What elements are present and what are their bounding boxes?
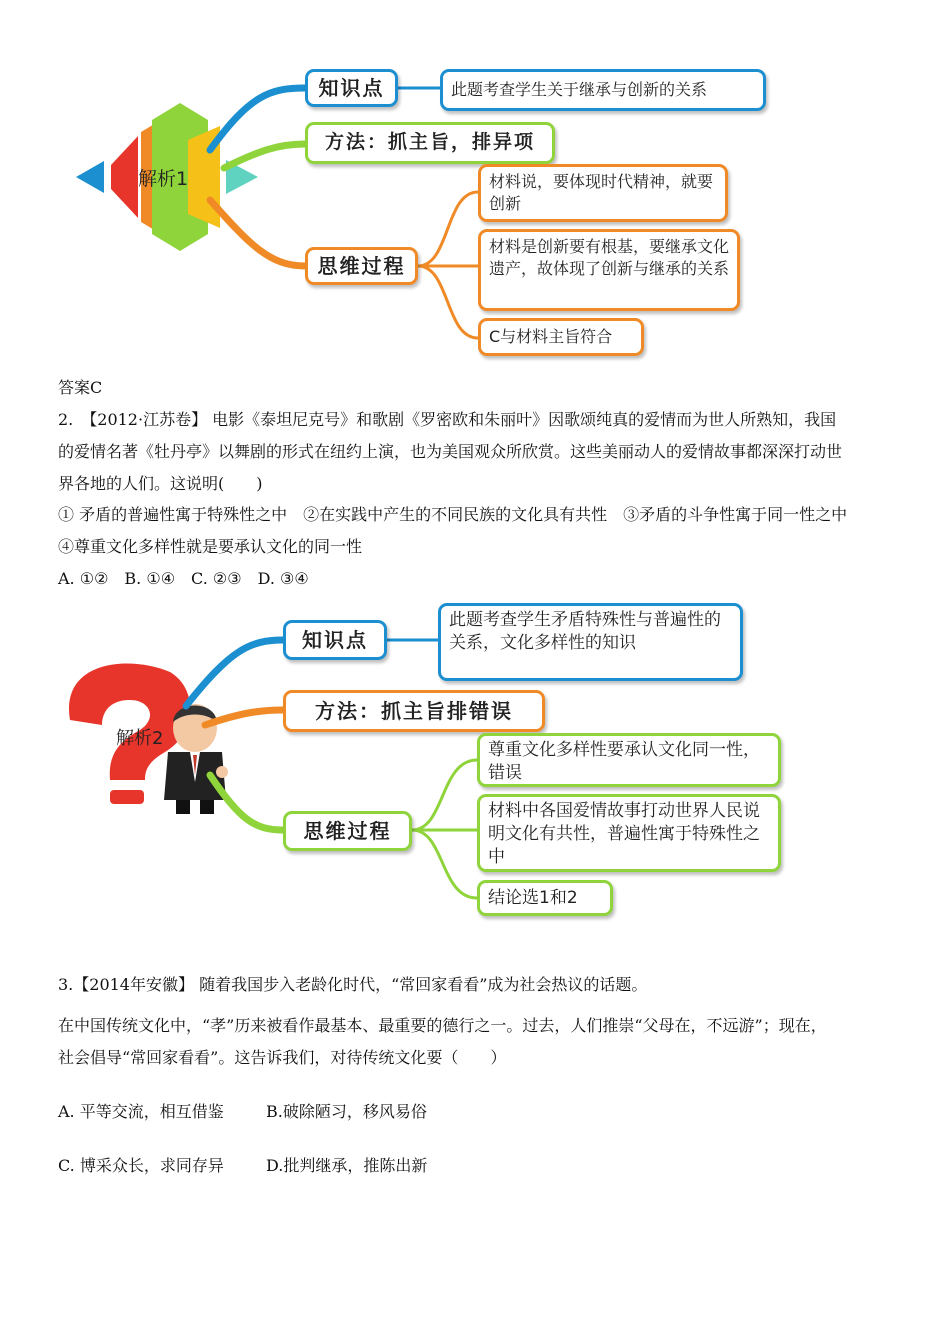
- process-item-2: 材料是创新要有根基，要继承文化遗产，故体现了创新与继承的关系: [478, 229, 740, 311]
- thinking-process-box-2: 思维过程: [283, 811, 412, 851]
- process-item-2-2: 材料中各国爱情故事打动世界人民说明文化有共性，普遍性寓于特殊性之中: [477, 794, 781, 872]
- process-item-2-3: 结论选1和2: [477, 880, 613, 916]
- q3-body-line-2: 社会倡导“常回家看看”。这告诉我们，对待传统文化要（ ）: [58, 1048, 507, 1067]
- knowledge-text-box: 此题考查学生关于继承与创新的关系: [440, 69, 766, 111]
- q2-stem-line-3: 界各地的人们。这说明( ): [58, 474, 263, 493]
- knowledge-point-box: 知识点: [305, 69, 398, 107]
- thinking-process-box: 思维过程: [305, 247, 418, 285]
- knowledge-text-box-2: 此题考查学生矛盾特殊性与普遍性的关系，文化多样性的知识: [438, 603, 743, 681]
- q3-option-a: A. 平等交流，相互借鉴: [58, 1102, 224, 1121]
- q2-stem-line-2: 的爱情名著《牡丹亭》以舞剧的形式在纽约上演，也为美国观众所欣赏。这些美丽动人的爱情故事都深深打动世: [58, 442, 843, 461]
- q2-statements-line-1: ① 矛盾的普遍性寓于特殊性之中 ②在实践中产生的不同民族的文化具有共性 ③矛盾的斗争性寓于同一性之中: [58, 505, 848, 524]
- method-box: 方法：抓主旨，排异项: [305, 122, 555, 164]
- answer-1: 答案C: [58, 378, 103, 397]
- process-item-3: C与材料主旨符合: [478, 318, 644, 356]
- mindmap-1-center-label: 解析1: [138, 168, 189, 190]
- q2-statements-line-2: ④尊重文化多样性就是要承认文化的同一性: [58, 537, 363, 556]
- method-box-2: 方法：抓主旨排错误: [283, 690, 545, 732]
- process-item-2-1: 尊重文化多样性要承认文化同一性，错误: [477, 733, 781, 787]
- q2-stem-line-1: 2. 【2012·江苏卷】 电影《泰坦尼克号》和歌剧《罗密欧和朱丽叶》因歌颂纯真的爱情而为世人所熟知，我国: [58, 410, 837, 429]
- q3-stem: 3.【2014年安徽】 随着我国步入老龄化时代，“常回家看看”成为社会热议的话题。: [58, 975, 648, 994]
- knowledge-point-box-2: 知识点: [283, 620, 387, 660]
- q3-option-b: B.破除陋习，移风易俗: [266, 1102, 427, 1121]
- q3-body-line-1: 在中国传统文化中，“孝”历来被看作最基本、最重要的德行之一。过去，人们推崇“父母在，不远游”；现在，: [58, 1016, 827, 1035]
- mindmap-2-center-label: 解析2: [116, 728, 164, 749]
- q2-options: A. ①② B. ①④ C. ②③ D. ③④: [58, 569, 309, 588]
- q3-option-c: C. 博采众长，求同存异: [58, 1156, 224, 1175]
- process-item-1: 材料说，要体现时代精神，就要创新: [478, 164, 728, 222]
- q3-option-d: D.批判继承，推陈出新: [266, 1156, 428, 1175]
